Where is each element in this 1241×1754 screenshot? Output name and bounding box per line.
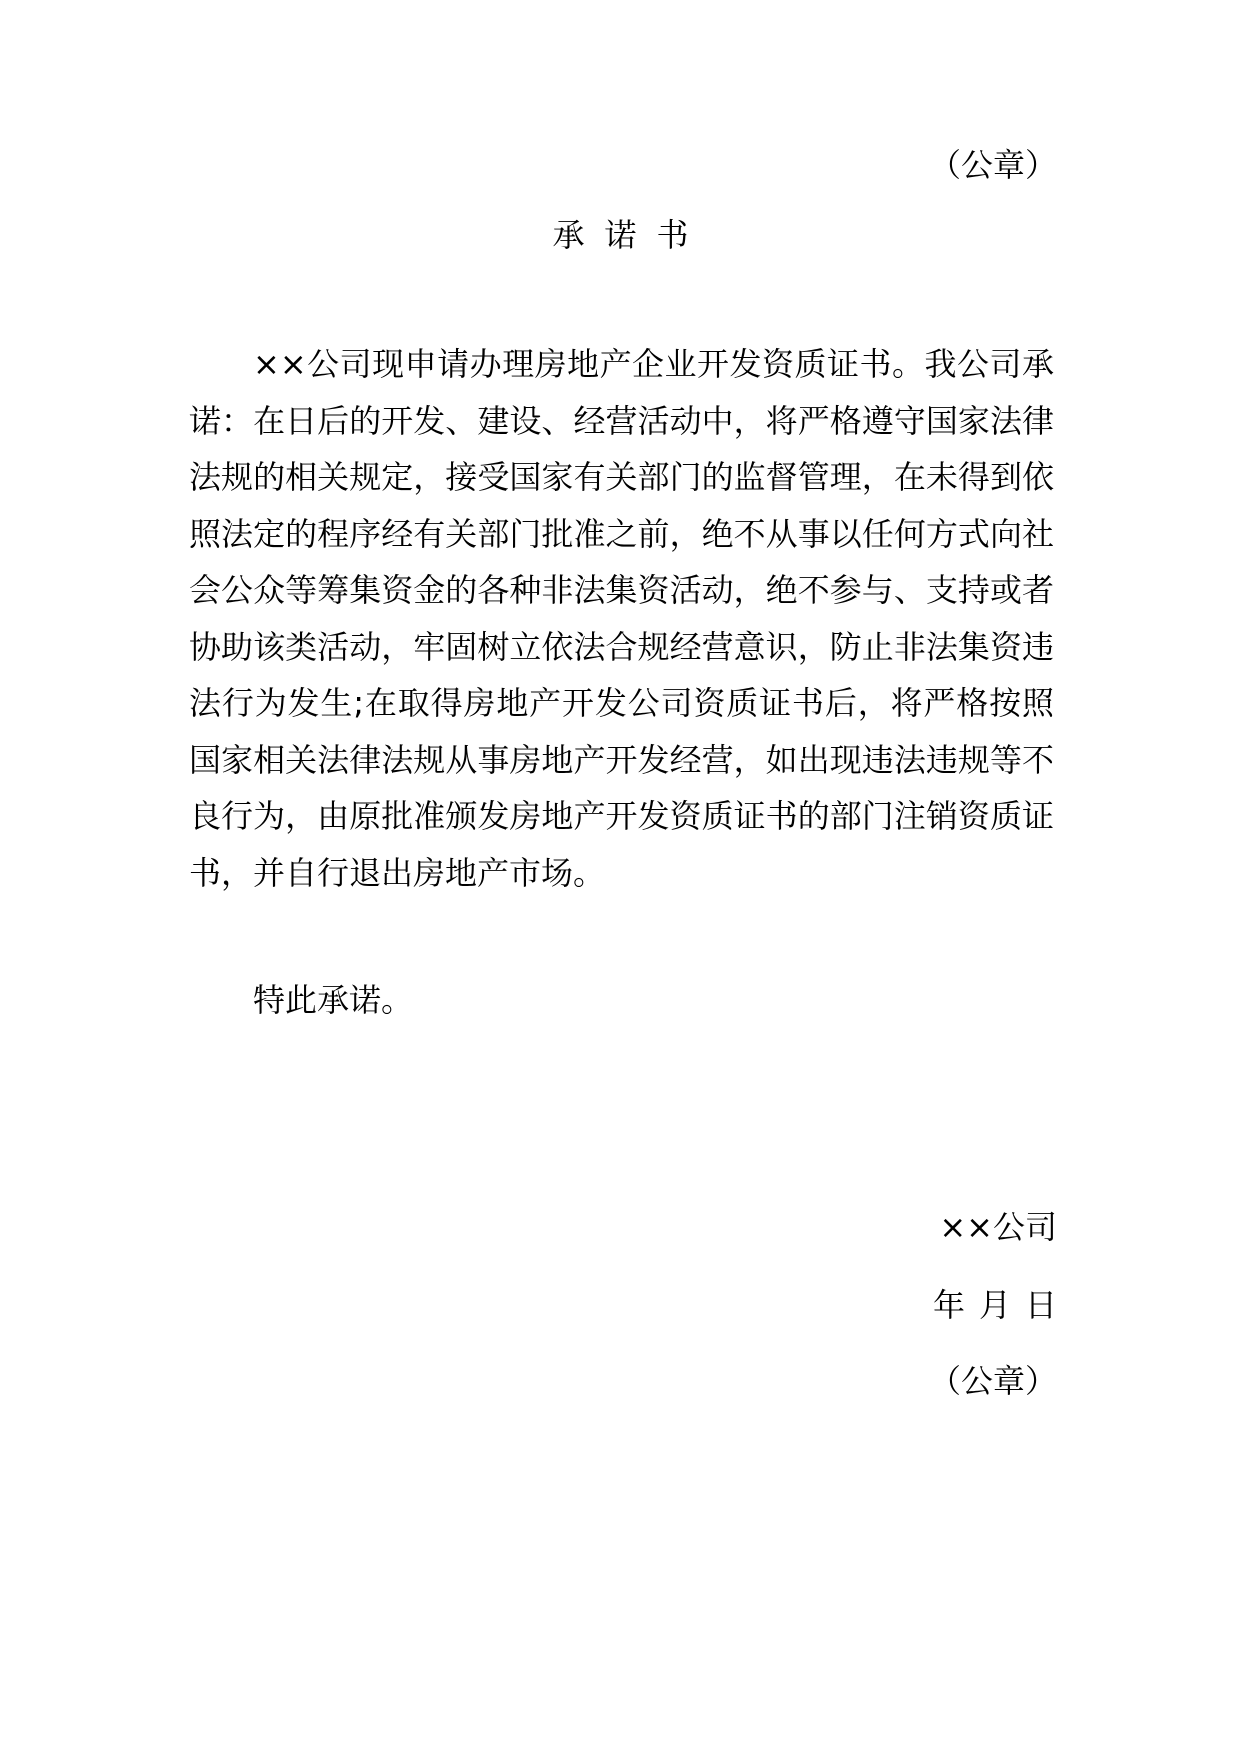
closing-statement: 特此承诺。 [253,981,414,1019]
seal-placeholder-top: （公章） [928,146,1057,184]
page-title: 承诺书 [552,216,709,254]
signature-company: ××公司 [939,1208,1057,1246]
signature-date: 年月日 [932,1286,1071,1324]
seal-placeholder-bottom: （公章） [928,1362,1057,1400]
commitment-body: ××公司现申请办理房地产企业开发资质证书。我公司承诺：在日后的开发、建设、经营活动中，将严格遵守国家法律法规的相关规定，接受国家有关部门的监督管理，在未得到依照法定的程序经有关部门批准之前，绝不从事以任何方式向社会公众等筹集资金的各种非法集资活动，绝不参与、支持或者协助该类活动，牢固树立依法合规经营意识，防止非法集资违法行为发生;在取得房地产开发公司资质证书后，将严格按照国家相关法律法规从事房地产开发经营，如出现违法违规等不良行为，由原批准颁发房地产开发资质证书的部门注销资质证书，并自行退出房地产市场。 [189,345,1054,892]
